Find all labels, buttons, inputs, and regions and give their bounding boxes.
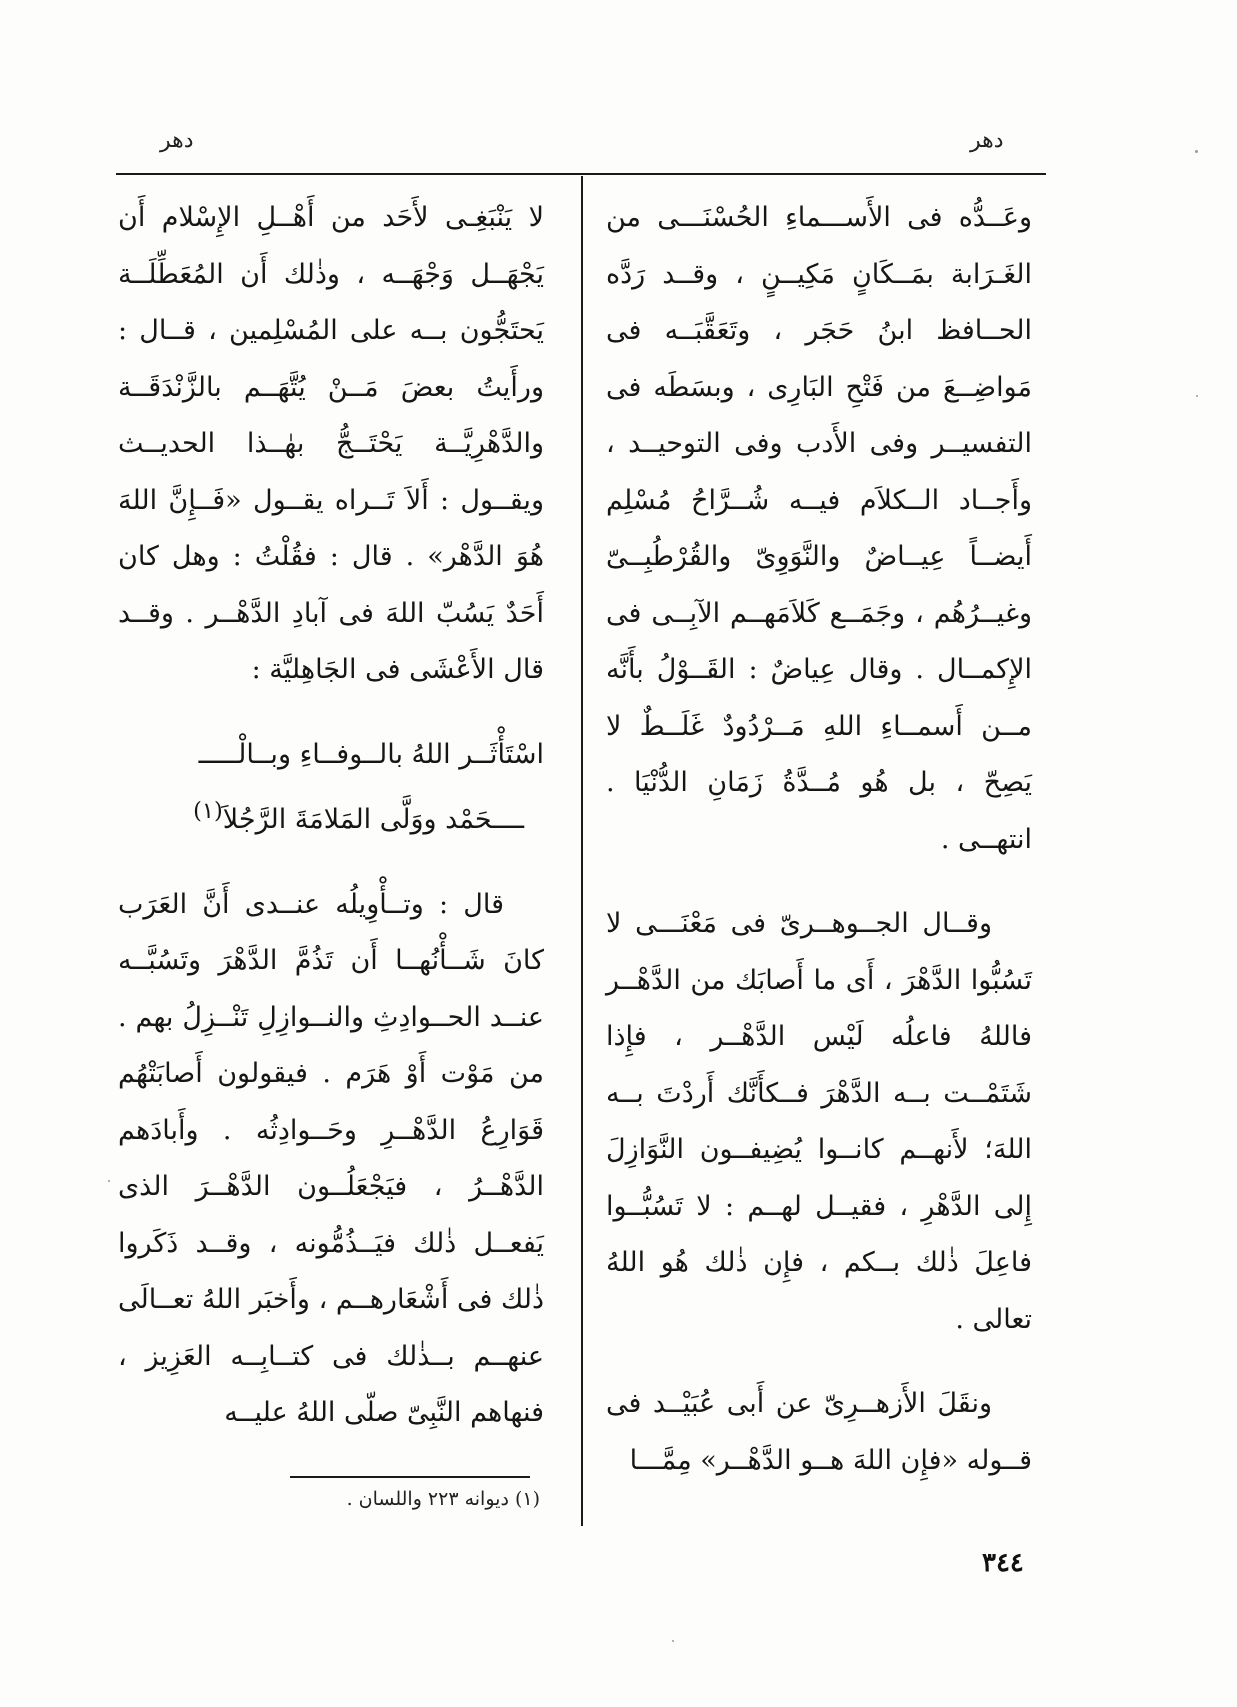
- column-divider: [581, 176, 583, 1526]
- scan-speck: [1195, 150, 1198, 153]
- left-paragraph-1: لا يَنْبَغِـى لأَحَد من أَهْــلِ الإِسْلام أَن يَجْهَــل وَجْهَــه ، وذٰلك أَن المُعَطِّلَــة يَحتَجُّون بــه على المُسْلِمين ، قــال : ورأَيتُ بعضَ مَــنْ يُتَّهَــم بالزَّنْدَقَــة والدَّهْرِيَّــة يَحْتَــجُّ بهٰــذا الحديــث ويقــول : أَلاَ تَــراه يقــول «فَــإِنَّ اللهَ هُوَ الدَّهْر» . قال : فقُلْتُ : وهل كان أَحَدٌ يَسُبّ اللهَ فى آبادِ الدَّهْــر . وقــد قال الأَعْشَى فى الجَاهِليَّة :: [118, 202, 544, 685]
- scan-speck: [1196, 395, 1198, 397]
- paragraph-gap: [118, 699, 544, 727]
- scan-speck: [108, 1180, 110, 1182]
- paragraph-gap: [606, 868, 1032, 896]
- paragraph-gap: [606, 1348, 1032, 1376]
- right-paragraph-1: وعَــدُّه فى الأَســـماءِ الحُسْنَـــى من الغَـرَابة بمَــكَانٍ مَكِيــنٍ ، وقــد رَدَّه الحــافظ ابنُ حَجَر ، وتَعَقَّبَــه فى مَواضِــعَ من فَتْحِ البَارِى ، وبسَطَه فى التفسيــر وفى الأَدب وفى التوحيــد ، وأَجــاد الــكلاَم فيــه شُــرَّاحُ مُسْلِم أَيضــاً عِيــاضٌ والنَّوَوِىّ والقُرْطُبِــىّ وغيــرُهُم ، وجَمَــع كَلاَمَهــم الآبِــى فى الإِكمــال . وقال عِياضٌ : القَــوْلُ بأَنَّه مــن أَسمــاءِ اللهِ مَــرْدُودٌ غَلَــطٌ لا يَصِحّ ، بل هُو مُــدَّةُ زَمَانِ الدُّنْيَا . انتهــى .: [606, 202, 1032, 855]
- left-column: [118, 190, 544, 1442]
- running-head-right: دهر: [970, 128, 1004, 153]
- page-number: ٣٤٤: [982, 1548, 1024, 1578]
- scan-speck: [672, 1640, 674, 1642]
- footnote: (١) ديوانه ٢٢٣ واللسان .: [346, 1488, 540, 1510]
- running-head-left: دهر: [160, 128, 194, 153]
- paragraph-gap: [118, 849, 544, 877]
- verse-line-2: [118, 783, 544, 849]
- verse-line-2-text: ــــحَمْد ووَلَّى المَلامَةَ الرَّجُلاَ: [222, 804, 524, 835]
- right-paragraph-3: ونقَلَ الأَزهــرِىّ عن أَبى عُبَيْــد فى قــوله «فإِن اللهَ هــو الدَّهْــر» مِمَّـــا: [606, 1388, 1032, 1476]
- header-rule: [116, 173, 1046, 175]
- right-paragraph-2: وقــال الجــوهــرىّ فى مَعْنَـــى لا تَسُبُّوا الدَّهْرَ ، أَى ما أَصابَك من الدَّهْــر فاللهُ فاعلُه لَيْس الدَّهْــر ، فإِذا شَتَمْــت بــه الدَّهْرَ فــكأَنَّك أَردْتَ بــه اللهَ؛ لأَنهــم كانــوا يُضِيفــون النَّوَازِلَ إِلى الدَّهْرِ ، فقيــل لهــم : لا تَسُبُّــوا فاعِلَ ذٰلك بــكم ، فإِن ذٰلك هُو اللهُ تعالى .: [606, 908, 1032, 1335]
- right-column: [606, 190, 1032, 1489]
- left-paragraph-2: قال : وتــأْوِيلُه عنــدى أَنَّ العَرَب كانَ شَــأْنُهــا أَن تَذُمَّ الدَّهْرَ وتَسُبَّــه عنــد الحــوادِثِ والنــوازِلِ تَنْــزِلُ بهم . من مَوْت أَوْ هَرَم . فيقولون أَصابَتْهُم قَوَارِعُ الدَّهْــرِ وحَــوادِثُه . وأَبادَهم الدَّهْــرُ ، فيَجْعَلُــون الدَّهْــرَ الذى يَفعــل ذٰلك فيَــذُمُّونه ، وقــد ذَكَروا ذٰلك فى أَشْعَارهــم ، وأَخبَر اللهُ تعــالَى عنهــم بــذٰلك فى كتــابِــه العَزِيز ، فنهاهم النَّبِىّ صلّى اللهُ عليــه: [118, 888, 544, 1428]
- footnote-rule: [290, 1476, 530, 1478]
- verse-line-1: اسْتَأْثَــر اللهُ بالــوفــاءِ وبــالْـــــ: [198, 738, 544, 770]
- footnote-marker: (١): [193, 798, 223, 824]
